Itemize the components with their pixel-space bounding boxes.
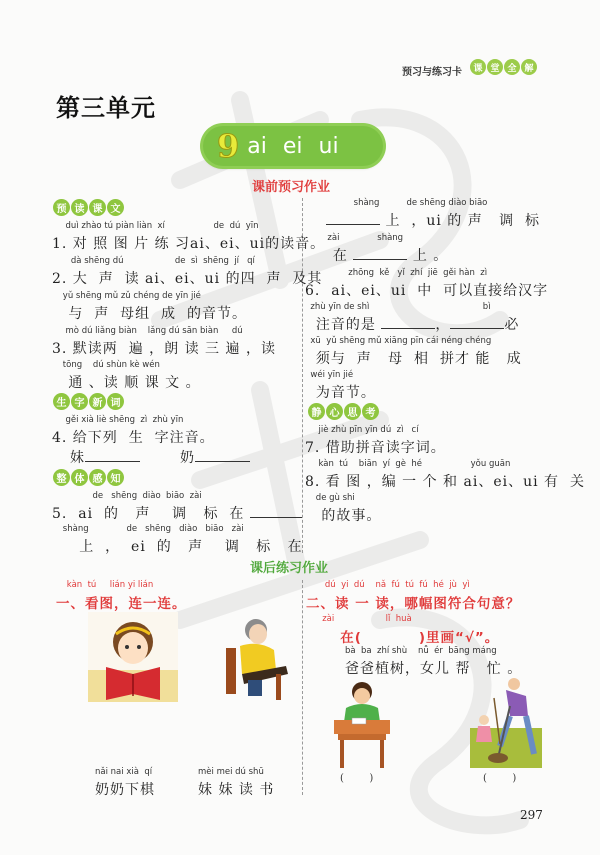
tag-char: 心 (326, 403, 343, 420)
answer-blank[interactable] (381, 317, 435, 329)
question-4: 4. 给下列 生 字注音。 (52, 430, 215, 446)
pinyin: zhōng kě yǐ zhí jiē gěi hàn zì (305, 268, 488, 278)
question-5-text: 5. ai 的 声 调 标 在 (52, 506, 245, 522)
pinyin: zài lǐ huà (306, 614, 412, 624)
char-nai (180, 447, 250, 467)
question-5 (52, 503, 302, 523)
question-5-text: 上 ，ui 的 声 调 标 (385, 213, 540, 229)
question-5-text: 上 。 (412, 248, 449, 264)
pinyin: mèi mei dú shū (198, 767, 264, 777)
question-6-cont3: 为音节。 (305, 385, 376, 401)
series-label: 预习与练习卡 (402, 67, 462, 78)
question-6-text: 注音的是 (305, 317, 376, 333)
tag-char: 文 (107, 199, 124, 216)
pinyin: gěi xià liè shēng zì zhù yīn (52, 415, 184, 425)
post-class-section-title: 课后练习作业 (250, 561, 329, 576)
question-1: 1. 对 照 图 片 练 习ai、ei、ui的读音。 (52, 236, 326, 252)
char-mei (70, 447, 140, 467)
series-badge (470, 59, 537, 75)
boy-writing-picture (330, 678, 394, 770)
exercise-2-sentence: 爸爸植树，女儿 帮 忙 。 (345, 661, 523, 677)
grandma-chess-icon (218, 612, 293, 702)
pre-class-section-title: 课前预习作业 (252, 180, 331, 195)
unit-title: 第三单元 (56, 94, 156, 122)
tag-char: 考 (362, 403, 379, 420)
tag-char: 词 (107, 393, 124, 410)
page-number: 297 (520, 808, 543, 822)
answer-blank[interactable] (250, 506, 302, 518)
pinyin: xū yǔ shēng mǔ xiāng pīn cái néng chéng (305, 336, 492, 346)
answer-blank[interactable] (195, 450, 250, 462)
question-3: 3. 默读两 遍 ，朗 读 三 遍 ，读 (52, 341, 276, 357)
tag-char: 字 (71, 393, 88, 410)
pinyin: de gù shi (305, 493, 355, 503)
column-divider (302, 580, 303, 795)
lesson-syllable: ei (282, 133, 303, 159)
pinyin: kàn tú lián yi lián (56, 580, 154, 590)
tag-char: 生 (53, 393, 70, 410)
question-5-cont3 (322, 245, 448, 265)
question-5-text: 在 (322, 248, 348, 264)
question-7: 7. 借助拼音读字词。 (305, 440, 446, 456)
pinyin: shàng de shēng diào biāo zài (52, 524, 244, 534)
question-6-cont2: 须与 声 母 相 拼才 能 成 (305, 351, 522, 367)
pinyin: zhù yīn de shì bì (305, 302, 491, 312)
tag-char: 思 (344, 403, 361, 420)
tag-char: 预 (53, 199, 70, 216)
question-8: 8. 看 图 ，编 一 个 和 ai、ei、ui 有 关 (305, 474, 585, 490)
father-planting-picture (470, 676, 542, 768)
exercise-2-instruction: 在( )里画“√”。 (306, 630, 500, 646)
pinyin: bà ba zhí shù nǚ ér bāng máng (345, 646, 497, 656)
pinyin: nǎi nai xià qí (95, 767, 153, 777)
tag-char: 整 (53, 469, 70, 486)
pinyin: shàng de shēng diào biāo (305, 198, 488, 208)
question-5-cont2 (326, 210, 540, 230)
tag-preview-text (53, 199, 124, 216)
question-6: 6. ai、ei、ui 中 可以直接给汉字 (305, 283, 549, 299)
caption-grandma-chess[interactable]: 奶奶下棋 (95, 782, 155, 798)
badge-char: 解 (521, 59, 537, 75)
question-6-cont (305, 314, 519, 334)
tag-char: 读 (71, 199, 88, 216)
tag-char: 新 (89, 393, 106, 410)
pinyin: yǔ shēng mǔ zǔ chéng de yīn jié (52, 291, 201, 301)
answer-paren-1[interactable]: ( ) (340, 773, 374, 784)
question-2-cont: 与 声 母组 成 的音节。 (52, 306, 247, 322)
exercise-1-title: 一、看图，连一连。 (56, 596, 187, 612)
tag-overall-perception (53, 469, 124, 486)
tag-reflect (308, 403, 379, 420)
tag-char: 体 (71, 469, 88, 486)
pinyin: mò dú liǎng biàn lǎng dú sān biàn dú (52, 326, 243, 336)
answer-blank[interactable] (85, 450, 140, 462)
pinyin: duì zhào tú piàn liàn xí de dú yīn (52, 221, 259, 231)
tag-new-words (53, 393, 124, 410)
exercise-2-title: 二、读 一 读，哪幅图符合句意？ (306, 596, 521, 612)
pinyin: zài shàng (322, 233, 404, 243)
answer-blank[interactable] (353, 248, 407, 260)
badge-char: 课 (470, 59, 486, 75)
pinyin: tōng dú shùn kè wén (52, 360, 160, 370)
tag-char: 知 (107, 469, 124, 486)
question-2: 2. 大 声 读 ai、ei、ui 的四 声 及其 (52, 271, 323, 287)
pinyin: dú yi dú nǎ fú tú fú hé jù yì (306, 580, 470, 590)
lesson-syllable: ai (247, 133, 267, 159)
lesson-title-badge (203, 126, 383, 166)
girl-reading-icon (88, 612, 178, 702)
char-label: 奶 (180, 450, 195, 466)
pinyin: kàn tú biān yí gè hé yǒu guān (305, 459, 511, 469)
lesson-syllable: ui (318, 133, 339, 159)
pinyin: dà shēng dú de sì shēng jí qí (52, 256, 255, 266)
answer-blank[interactable] (326, 213, 380, 225)
question-3-cont: 通 、读 顺 课 文 。 (52, 375, 201, 391)
question-6-text: 必 (504, 317, 520, 333)
answer-blank[interactable] (450, 317, 504, 329)
pinyin: jiè zhù pīn yīn dú zì cí (305, 425, 419, 435)
father-planting-icon (470, 676, 542, 768)
question-8-cont: 的故事。 (305, 508, 382, 524)
pinyin: wéi yīn jié (305, 370, 354, 380)
question-6-text: ， (435, 317, 451, 333)
badge-char: 堂 (487, 59, 503, 75)
char-label: 妹 (70, 450, 85, 466)
girl-reading-picture[interactable] (88, 612, 178, 702)
pinyin: de shēng diào biāo zài (52, 491, 202, 501)
answer-paren-2[interactable]: ( ) (483, 773, 517, 784)
tag-char: 感 (89, 469, 106, 486)
grandma-chess-picture[interactable] (218, 612, 293, 702)
badge-char: 全 (504, 59, 520, 75)
question-5-cont: 上 ， ei 的 声 调 标 在 (52, 539, 303, 555)
boy-writing-icon (330, 678, 394, 770)
lesson-number: 9 (217, 127, 240, 165)
caption-sister-reading[interactable]: 妹 妹 读 书 (198, 782, 275, 798)
tag-char: 静 (308, 403, 325, 420)
tag-char: 课 (89, 199, 106, 216)
